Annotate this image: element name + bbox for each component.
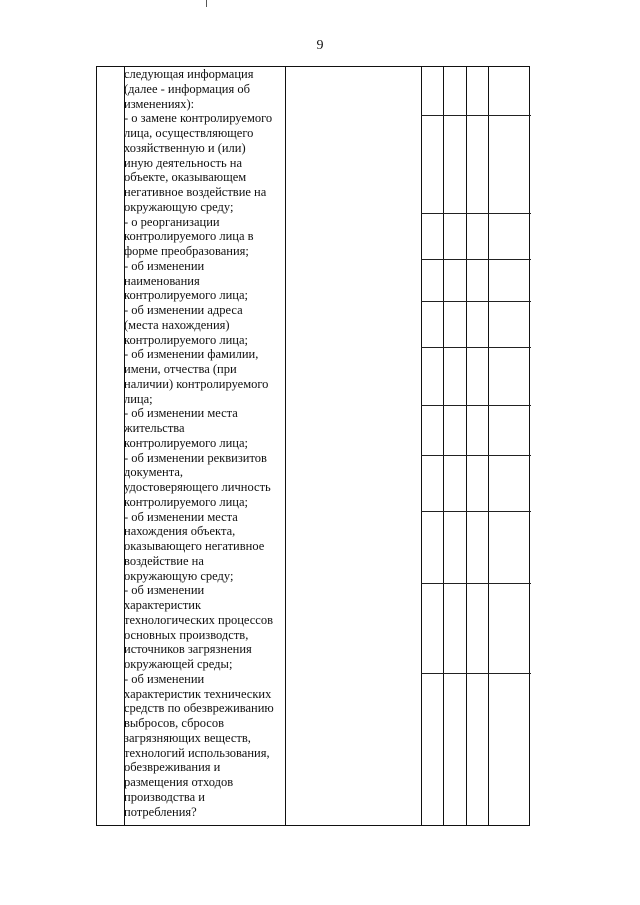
question-text-line: - о реорганизации [124,214,220,229]
question-text-line: производства и [124,789,205,804]
question-text-line: источников загрязнения [124,642,252,657]
row-divider [421,455,531,456]
row-divider [421,673,531,674]
question-text-line: - об изменении места [124,509,238,524]
question-text-line: наименования [124,273,200,288]
question-text-line: загрязняющих веществ, [124,730,251,745]
question-text-line: (далее - информация об [124,81,250,96]
question-text-line: окружающую среду; [124,568,234,583]
question-text-line: жительства [124,421,185,435]
row-divider [421,405,531,406]
question-text-line: размещения отходов [124,775,234,789]
column-divider [488,67,489,825]
question-text-line: технологий использования, [124,745,270,760]
question-text-line: форме преобразования; [124,244,249,258]
question-text-line: (места нахождения) [124,317,230,332]
question-text-line: иную деятельность на [124,155,243,170]
question-text-line: выбросов, сбросов [124,716,224,730]
question-text-line: лица, осуществляющего [124,126,254,140]
question-text-line: лица; [124,391,153,406]
question-text-line: контролируемого лица; [124,288,248,303]
question-text-line: - об изменении [124,583,205,598]
question-text-line: - об изменении фамилии, [124,347,259,362]
question-text-line: документа, [124,465,184,480]
question-text-line: имени, отчества (при [124,362,237,376]
question-text-line: контролируемого лица в [124,229,254,244]
question-text-line: характеристик технических [124,686,272,701]
question-text-line: контролируемого лица; [124,494,248,509]
question-text-line: обезвреживания и [124,760,221,775]
question-text-line: следующая информация [124,67,254,81]
question-text-line: - о замене контролируемого [124,111,273,126]
question-text-line: негативное воздействие на [124,185,267,199]
question-text-line: оказывающего негативное [124,539,265,553]
question-text-line: - об изменении адреса [124,303,243,317]
row-divider [421,259,531,260]
question-text-line: - об изменении реквизитов [124,450,267,465]
question-text-line: контролируемого лица; [124,332,248,347]
scan-artifact-mark [206,0,207,7]
question-text-line: - об изменении места [124,406,238,421]
question-text-line: средств по обезвреживанию [124,701,274,716]
row-divider [421,301,531,302]
column-divider [466,67,467,825]
column-divider [421,67,422,825]
question-text-line: - об изменении [124,671,205,686]
question-text-line: нахождения объекта, [124,524,236,539]
row-divider [421,583,531,584]
column-divider [285,67,286,825]
question-text-line: технологических процессов [124,612,273,627]
question-text-cell [124,67,282,819]
column-divider [443,67,444,825]
question-text-line: воздействие на [124,553,204,568]
question-text-line: изменениях): [124,96,195,111]
question-text-line: окружающей среды; [124,657,233,671]
row-divider [421,115,531,116]
question-text-line: окружающую среду; [124,199,234,214]
question-text-line: характеристик [124,598,202,612]
row-divider [421,213,531,214]
question-text-line: объекте, оказывающем [124,170,247,185]
question-text-line: хозяйственную и (или) [124,140,246,155]
question-text-line: наличии) контролируемого [124,376,269,391]
page-number: 9 [316,38,324,53]
question-text-line: - об изменении [124,258,205,273]
row-divider [421,347,531,348]
question-text-line: потребления? [124,804,197,819]
question-text-line: контролируемого лица; [124,435,248,450]
question-text-line: удостоверяющего личность [124,480,271,494]
row-divider [421,511,531,512]
question-text-line: основных производств, [124,627,249,642]
